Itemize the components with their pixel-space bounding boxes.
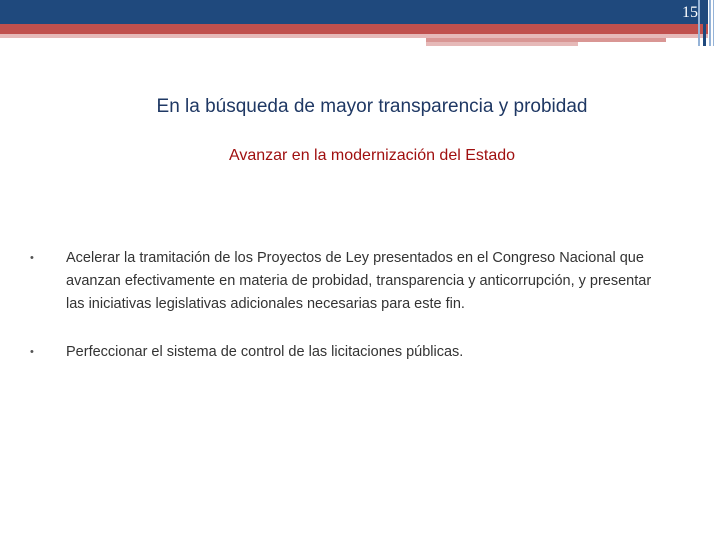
header-red-band: [0, 24, 708, 34]
header-vertical-line: [709, 0, 711, 46]
page-number: 15: [682, 4, 698, 21]
slide-subtitle: Avanzar en la modernización del Estado: [228, 147, 516, 164]
list-item: [26, 247, 666, 316]
bullet-text: Acelerar la tramitación de los Proyectos de Ley presentados en el Congreso Nacional que avanzan efectivamente en materia de probidad, transparencia y anticorrupción, y presentar las iniciativas legislativas adicionales necesarias para este fin.: [66, 250, 652, 312]
header-accent-stripe-short: [426, 42, 578, 46]
bullet-icon: •: [30, 252, 34, 264]
header-blue-band: [0, 0, 708, 24]
bullet-icon: •: [30, 346, 34, 358]
header-vertical-line: [698, 0, 700, 46]
list-item: [26, 341, 666, 364]
slide-title: En la búsqueda de mayor transparencia y probidad: [156, 96, 588, 117]
bullet-list: [26, 247, 666, 389]
header-vertical-line: [703, 0, 706, 46]
bullet-text: Perfeccionar el sistema de control de las licitaciones públicas.: [66, 344, 464, 360]
header-vertical-line: [713, 0, 714, 46]
